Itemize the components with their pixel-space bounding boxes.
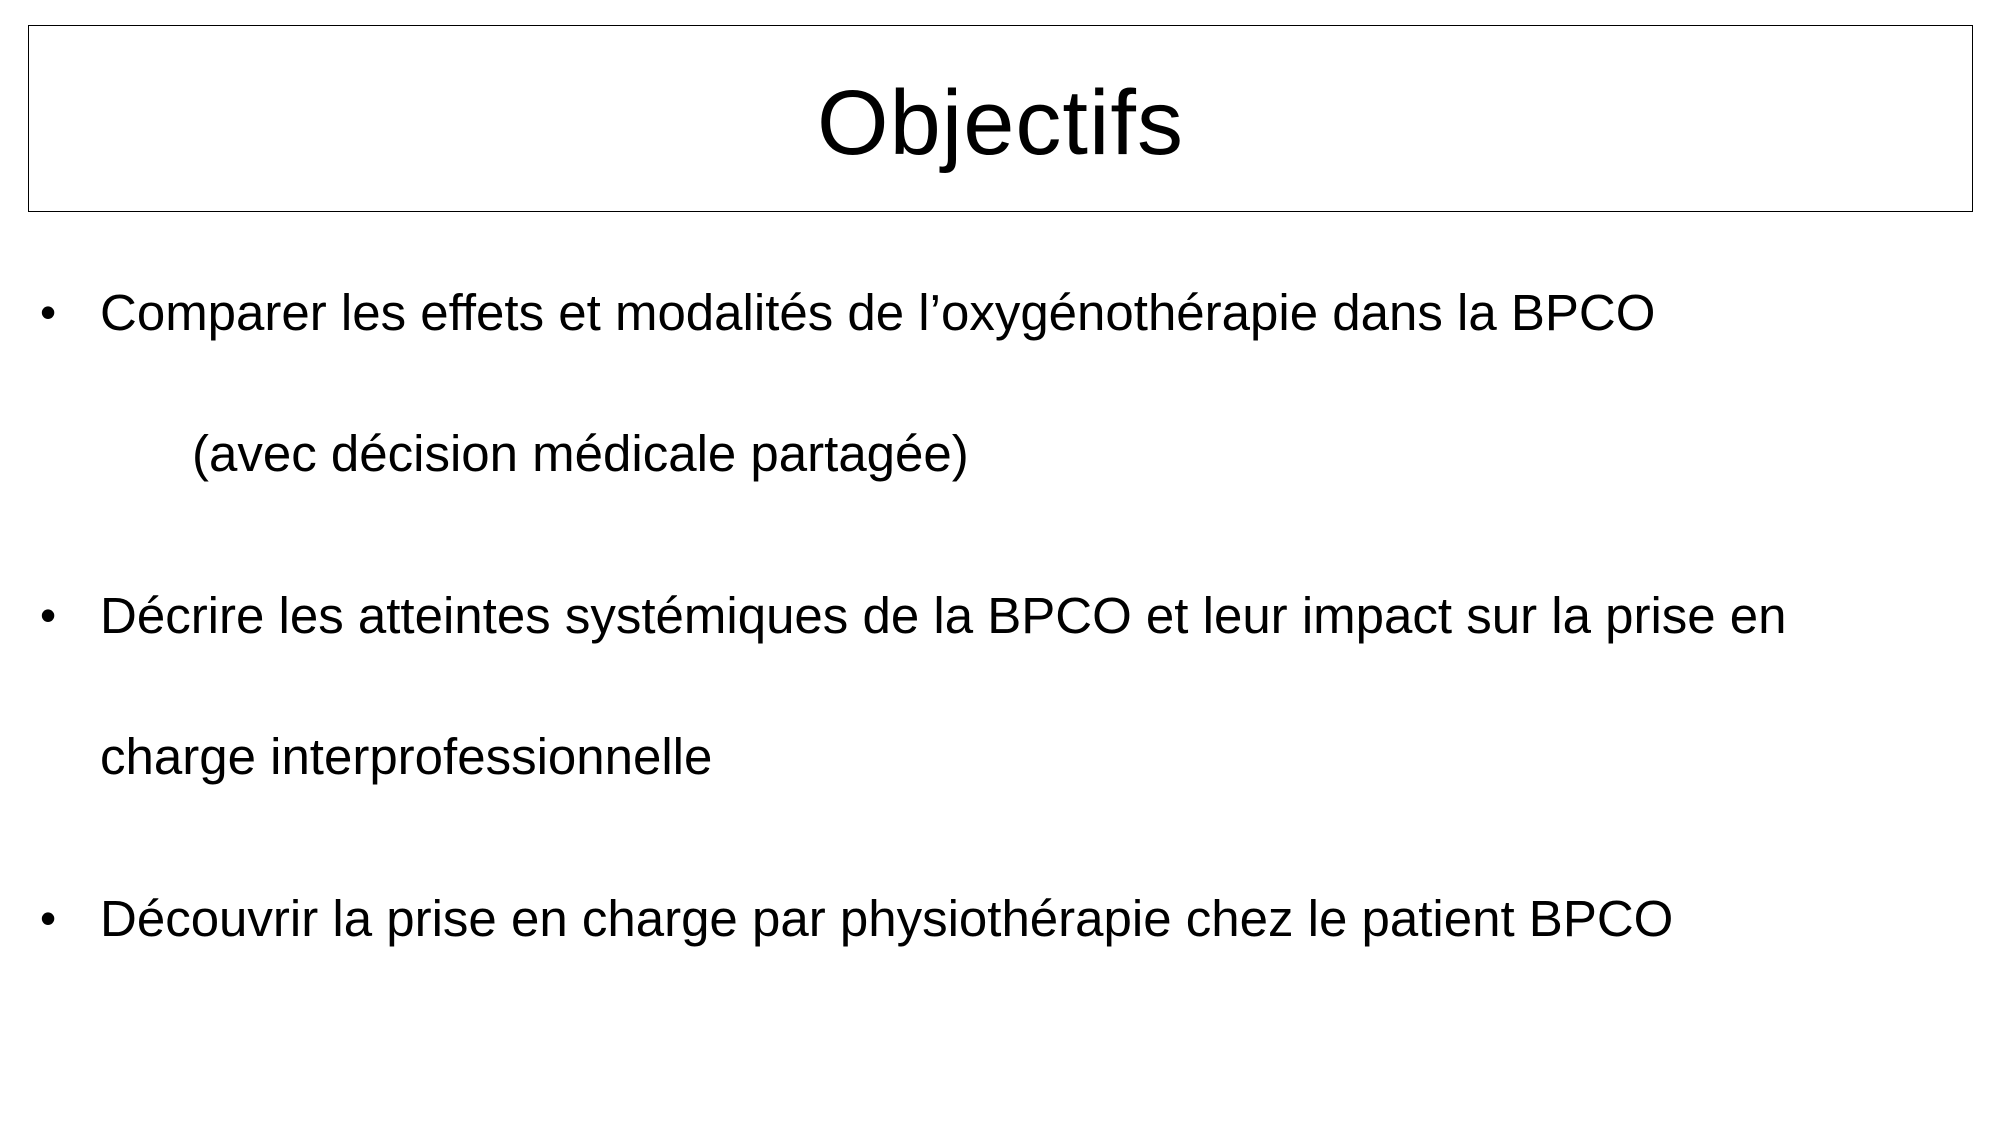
bullet-icon: • bbox=[40, 286, 57, 338]
objective-1-subtext: (avec décision médicale partagée) bbox=[192, 425, 969, 482]
bullet-icon: • bbox=[40, 892, 57, 944]
objective-1-text: Comparer les effets et modalités de l’oxygénothérapie dans la BPCO bbox=[100, 284, 1656, 341]
objective-2-continuation: charge interprofessionnelle bbox=[100, 728, 713, 785]
slide-title: Objectifs bbox=[817, 71, 1184, 174]
bullet-icon: • bbox=[40, 589, 57, 641]
objective-2-text: Décrire les atteintes systémiques de la BPCO et leur impact sur la prise en bbox=[100, 587, 1787, 644]
title-box bbox=[28, 25, 1973, 212]
objective-3-text: Découvrir la prise en charge par physiothérapie chez le patient BPCO bbox=[100, 890, 1674, 947]
